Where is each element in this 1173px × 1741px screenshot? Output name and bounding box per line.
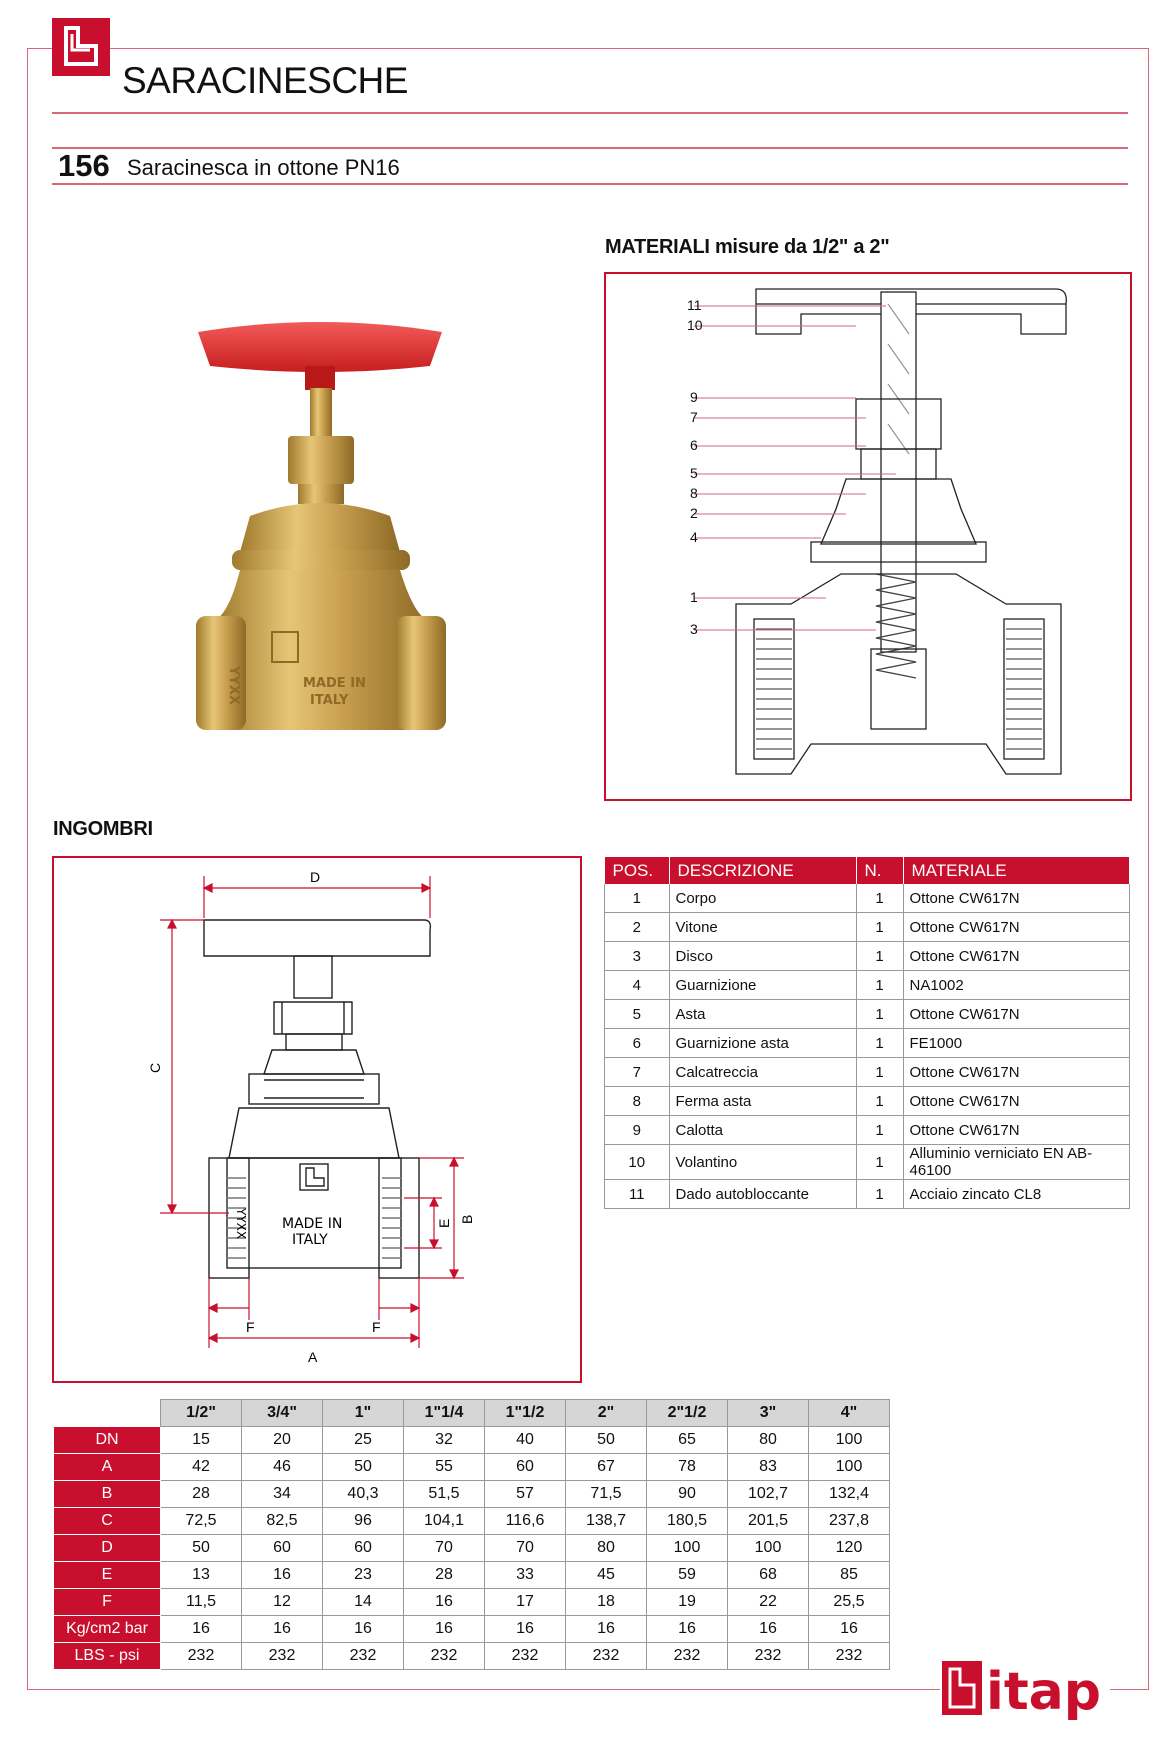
- cell-descrizione: Guarnizione asta: [669, 1029, 856, 1058]
- row-label: A: [54, 1454, 161, 1481]
- dim-cell: 59: [647, 1562, 728, 1589]
- dim-cell: 100: [728, 1535, 809, 1562]
- product-divider-top: [52, 147, 1128, 149]
- dim-cell: 138,7: [566, 1508, 647, 1535]
- dimension-drawing-box: [52, 856, 582, 1383]
- dim-cell: 50: [566, 1427, 647, 1454]
- cell-descrizione: Disco: [669, 942, 856, 971]
- dim-cell: 25: [323, 1427, 404, 1454]
- table-row: [54, 1427, 890, 1454]
- cell-descrizione: Asta: [669, 1000, 856, 1029]
- dim-cell: 50: [161, 1535, 242, 1562]
- table-row: [605, 1145, 1130, 1180]
- itap-brand-icon: [940, 1657, 1110, 1723]
- dim-cell: 116,6: [485, 1508, 566, 1535]
- callout-8: 8: [690, 485, 698, 501]
- dim-cell: 28: [404, 1562, 485, 1589]
- dim-cell: 72,5: [161, 1508, 242, 1535]
- row-label: C: [54, 1508, 161, 1535]
- dim-cell: 51,5: [404, 1481, 485, 1508]
- table-row: [54, 1508, 890, 1535]
- cell-materiale: Ottone CW617N: [903, 884, 1130, 913]
- dim-cell: 40,3: [323, 1481, 404, 1508]
- dim-cell: 60: [323, 1535, 404, 1562]
- table-row: [605, 913, 1130, 942]
- dim-cell: 232: [404, 1643, 485, 1670]
- table-row: [605, 1000, 1130, 1029]
- cell-materiale: Ottone CW617N: [903, 1087, 1130, 1116]
- dim-cell: 201,5: [728, 1508, 809, 1535]
- table-row: [605, 971, 1130, 1000]
- drawing-side-mark: YYXX: [234, 1208, 248, 1240]
- dim-cell: 15: [161, 1427, 242, 1454]
- brand-text: itap: [986, 1662, 1101, 1722]
- dim-cell: 22: [728, 1589, 809, 1616]
- dim-cell: 132,4: [809, 1481, 890, 1508]
- dim-cell: 40: [485, 1427, 566, 1454]
- callout-4: 4: [690, 529, 698, 545]
- cell-descrizione: Volantino: [669, 1145, 856, 1180]
- dim-cell: 16: [161, 1616, 242, 1643]
- dimension-drawing: [54, 858, 580, 1381]
- ingombri-title: INGOMBRI: [53, 818, 153, 840]
- dim-label-c: C: [147, 1062, 163, 1073]
- dim-cell: 16: [647, 1616, 728, 1643]
- photo-side-mark: YYXX: [226, 666, 241, 705]
- cell-pos: 3: [605, 942, 670, 971]
- row-label: LBS - psi: [54, 1643, 161, 1670]
- dim-cell: 100: [809, 1454, 890, 1481]
- callout-5: 5: [690, 465, 698, 481]
- cell-materiale: Ottone CW617N: [903, 1116, 1130, 1145]
- cell-n: 1: [856, 942, 903, 971]
- dim-cell: 232: [161, 1643, 242, 1670]
- parts-table: [604, 857, 1130, 1209]
- dim-cell: 102,7: [728, 1481, 809, 1508]
- dim-cell: 80: [566, 1535, 647, 1562]
- dim-cell: 237,8: [809, 1508, 890, 1535]
- header-materiale: MATERIALE: [903, 857, 1130, 884]
- dim-cell: 70: [404, 1535, 485, 1562]
- product-code: 156: [58, 148, 110, 183]
- dim-cell: 100: [647, 1535, 728, 1562]
- dim-cell: 16: [242, 1562, 323, 1589]
- materials-title: MATERIALI misure da 1/2" a 2": [605, 236, 890, 258]
- photo-italy: ITALY: [310, 693, 349, 708]
- callout-9: 9: [690, 389, 698, 405]
- table-row: [54, 1643, 890, 1670]
- dim-cell: 83: [728, 1454, 809, 1481]
- dim-cell: 55: [404, 1454, 485, 1481]
- dims-header-row: [54, 1400, 890, 1427]
- table-row: [605, 884, 1130, 913]
- parts-header-row: [605, 857, 1130, 884]
- dim-cell: 82,5: [242, 1508, 323, 1535]
- table-row: [605, 1116, 1130, 1145]
- cell-materiale: Alluminio verniciato EN AB-46100: [903, 1145, 1130, 1180]
- dim-cell: 20: [242, 1427, 323, 1454]
- cell-materiale: Ottone CW617N: [903, 913, 1130, 942]
- dim-cell: 32: [404, 1427, 485, 1454]
- cell-materiale: Ottone CW617N: [903, 1058, 1130, 1087]
- cross-section-box: [604, 272, 1132, 801]
- dim-cell: 90: [647, 1481, 728, 1508]
- table-row: [54, 1589, 890, 1616]
- cell-pos: 4: [605, 971, 670, 1000]
- cell-descrizione: Ferma asta: [669, 1087, 856, 1116]
- dim-cell: 12: [242, 1589, 323, 1616]
- row-label: B: [54, 1481, 161, 1508]
- dim-cell: 19: [647, 1589, 728, 1616]
- cell-descrizione: Vitone: [669, 913, 856, 942]
- cell-pos: 11: [605, 1180, 670, 1209]
- cell-n: 1: [856, 1000, 903, 1029]
- dim-cell: 67: [566, 1454, 647, 1481]
- table-row: [54, 1562, 890, 1589]
- size-header: 1"1/4: [404, 1400, 485, 1427]
- size-header: 2"1/2: [647, 1400, 728, 1427]
- callout-6: 6: [690, 437, 698, 453]
- dim-cell: 120: [809, 1535, 890, 1562]
- size-header: 3": [728, 1400, 809, 1427]
- dim-cell: 16: [809, 1616, 890, 1643]
- cell-descrizione: Corpo: [669, 884, 856, 913]
- dim-cell: 14: [323, 1589, 404, 1616]
- dim-cell: 57: [485, 1481, 566, 1508]
- cell-pos: 6: [605, 1029, 670, 1058]
- dim-cell: 11,5: [161, 1589, 242, 1616]
- cell-pos: 5: [605, 1000, 670, 1029]
- dim-cell: 71,5: [566, 1481, 647, 1508]
- dim-cell: 28: [161, 1481, 242, 1508]
- row-label: DN: [54, 1427, 161, 1454]
- row-label: F: [54, 1589, 161, 1616]
- size-header: 3/4": [242, 1400, 323, 1427]
- table-row: [54, 1454, 890, 1481]
- cell-descrizione: Calcatreccia: [669, 1058, 856, 1087]
- dim-cell: 104,1: [404, 1508, 485, 1535]
- cell-n: 1: [856, 1180, 903, 1209]
- dimensions-table: [53, 1399, 890, 1670]
- cell-descrizione: Dado autobloccante: [669, 1180, 856, 1209]
- dim-cell: 50: [323, 1454, 404, 1481]
- dim-cell: 68: [728, 1562, 809, 1589]
- dim-cell: 34: [242, 1481, 323, 1508]
- dim-cell: 16: [566, 1616, 647, 1643]
- dims-corner: [54, 1400, 161, 1427]
- table-row: [605, 942, 1130, 971]
- cell-materiale: NA1002: [903, 971, 1130, 1000]
- cell-n: 1: [856, 1116, 903, 1145]
- callout-1: 1: [690, 589, 698, 605]
- dim-cell: 25,5: [809, 1589, 890, 1616]
- size-header: 1"1/2: [485, 1400, 566, 1427]
- cell-n: 1: [856, 1058, 903, 1087]
- cell-pos: 9: [605, 1116, 670, 1145]
- dim-cell: 78: [647, 1454, 728, 1481]
- handwheel-icon: [198, 322, 442, 372]
- dim-cell: 33: [485, 1562, 566, 1589]
- table-row: [605, 1058, 1130, 1087]
- callout-2: 2: [690, 505, 698, 521]
- callout-7: 7: [690, 409, 698, 425]
- table-row: [605, 1087, 1130, 1116]
- dim-cell: 232: [809, 1643, 890, 1670]
- dim-cell: 80: [728, 1427, 809, 1454]
- dim-label-f-right: F: [372, 1319, 381, 1335]
- cell-pos: 7: [605, 1058, 670, 1087]
- dim-cell: 42: [161, 1454, 242, 1481]
- dim-label-e: E: [436, 1218, 452, 1228]
- cell-n: 1: [856, 913, 903, 942]
- cell-descrizione: Calotta: [669, 1116, 856, 1145]
- cell-materiale: Ottone CW617N: [903, 1000, 1130, 1029]
- cell-n: 1: [856, 884, 903, 913]
- dim-cell: 46: [242, 1454, 323, 1481]
- dim-cell: 232: [323, 1643, 404, 1670]
- header-descrizione: DESCRIZIONE: [669, 857, 856, 884]
- size-header: 2": [566, 1400, 647, 1427]
- callout-10: 10: [687, 317, 703, 333]
- dim-cell: 232: [647, 1643, 728, 1670]
- footer-logo: [940, 1657, 1110, 1723]
- dim-cell: 232: [728, 1643, 809, 1670]
- cell-n: 1: [856, 1145, 903, 1180]
- callout-3: 3: [690, 621, 698, 637]
- dim-cell: 17: [485, 1589, 566, 1616]
- drawing-italy: ITALY: [292, 1232, 328, 1248]
- dim-cell: 23: [323, 1562, 404, 1589]
- cell-materiale: Acciaio zincato CL8: [903, 1180, 1130, 1209]
- dim-cell: 65: [647, 1427, 728, 1454]
- header-divider: [52, 112, 1128, 114]
- size-header: 1": [323, 1400, 404, 1427]
- cell-n: 1: [856, 1029, 903, 1058]
- dim-cell: 16: [728, 1616, 809, 1643]
- dim-cell: 232: [566, 1643, 647, 1670]
- dim-label-a: A: [308, 1349, 318, 1365]
- dim-label-d: D: [310, 869, 321, 885]
- cell-materiale: FE1000: [903, 1029, 1130, 1058]
- dim-label-b: B: [459, 1214, 475, 1224]
- dim-cell: 180,5: [647, 1508, 728, 1535]
- dim-cell: 70: [485, 1535, 566, 1562]
- dim-cell: 13: [161, 1562, 242, 1589]
- dim-cell: 16: [485, 1616, 566, 1643]
- callout-11: 11: [687, 297, 702, 313]
- dim-cell: 232: [242, 1643, 323, 1670]
- dim-cell: 60: [242, 1535, 323, 1562]
- dim-cell: 16: [323, 1616, 404, 1643]
- drawing-made-in: MADE IN: [282, 1216, 343, 1232]
- dim-cell: 85: [809, 1562, 890, 1589]
- dim-cell: 16: [242, 1616, 323, 1643]
- valve-photo: [190, 320, 450, 740]
- dim-label-f-left: F: [246, 1319, 255, 1335]
- product-divider-bottom: [52, 183, 1128, 185]
- table-row: [605, 1029, 1130, 1058]
- cell-n: 1: [856, 1087, 903, 1116]
- cell-pos: 10: [605, 1145, 670, 1180]
- dim-cell: 96: [323, 1508, 404, 1535]
- row-label: Kg/cm2 bar: [54, 1616, 161, 1643]
- size-header: 1/2": [161, 1400, 242, 1427]
- cell-pos: 8: [605, 1087, 670, 1116]
- itap-logo-icon: [52, 18, 110, 76]
- table-row: [54, 1535, 890, 1562]
- table-row: [54, 1481, 890, 1508]
- table-row: [54, 1616, 890, 1643]
- header-n: N.: [856, 857, 903, 884]
- cell-n: 1: [856, 971, 903, 1000]
- photo-made-in: MADE IN: [303, 676, 366, 691]
- dim-cell: 18: [566, 1589, 647, 1616]
- row-label: E: [54, 1562, 161, 1589]
- dim-cell: 60: [485, 1454, 566, 1481]
- section-title: SARACINESCHE: [122, 60, 408, 101]
- dim-cell: 232: [485, 1643, 566, 1670]
- dim-cell: 16: [404, 1616, 485, 1643]
- dim-cell: 45: [566, 1562, 647, 1589]
- cell-pos: 1: [605, 884, 670, 913]
- cell-materiale: Ottone CW617N: [903, 942, 1130, 971]
- product-name: Saracinesca in ottone PN16: [127, 155, 400, 180]
- row-label: D: [54, 1535, 161, 1562]
- header-pos: POS.: [605, 857, 670, 884]
- cell-pos: 2: [605, 913, 670, 942]
- table-row: [605, 1180, 1130, 1209]
- cell-descrizione: Guarnizione: [669, 971, 856, 1000]
- cross-section-drawing: [606, 274, 1130, 799]
- dim-cell: 100: [809, 1427, 890, 1454]
- dim-cell: 16: [404, 1589, 485, 1616]
- size-header: 4": [809, 1400, 890, 1427]
